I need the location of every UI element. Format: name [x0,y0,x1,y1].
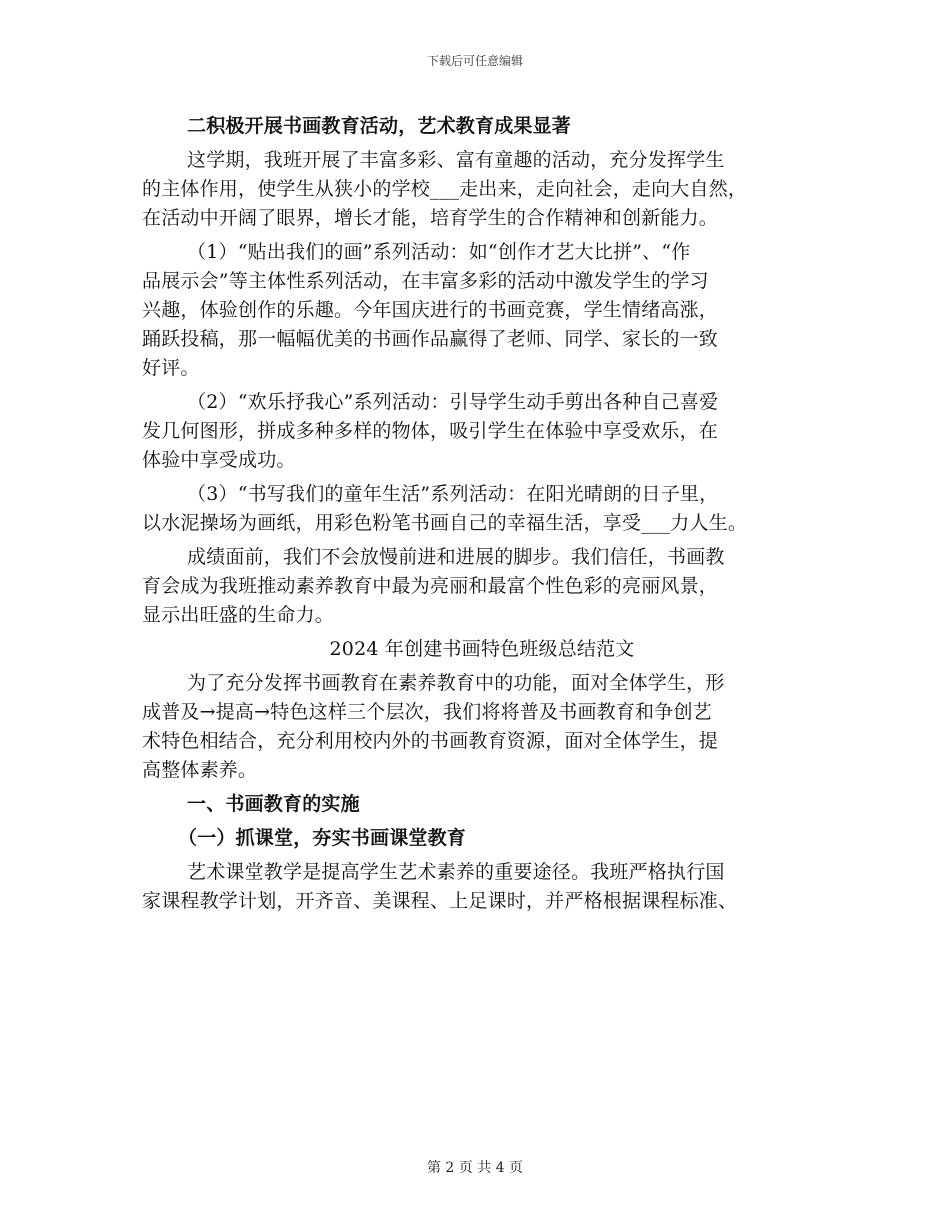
paragraph [142,146,822,233]
paragraph [142,858,822,916]
paragraph [142,388,822,475]
paragraph-line: （1）“贴出我们的画”系列活动：如“创作才艺大比拼”、“作 [187,241,691,263]
paragraph-line: 好评。 [142,357,200,379]
paragraph-line: 发几何图形，拼成多种多样的物体，吸引学生在体验中享受欢乐，在 [142,420,719,442]
document-title [142,635,822,664]
paragraph-line: 成绩面前，我们不会放慢前进和进展的脚步。我们信任，书画教 [187,546,725,568]
paragraph-line: 育会成为我班推动素养教育中最为亮丽和最富个性色彩的亮丽风景， [142,575,719,597]
paragraph-line: 家课程教学计划，开齐音、美课程、上足课时，并严格根据课程标准、 [142,890,738,912]
paragraph [142,543,822,630]
paragraph [142,480,822,538]
paragraph-line: 兴趣，体验创作的乐趣。今年国庆进行的书画竞赛，学生情绪高涨， [142,299,719,321]
paragraph [142,669,822,785]
section-heading [142,790,822,819]
paragraph-line: 品展示会”等主体性系列活动，在丰富多彩的活动中激发学生的学习 [142,270,709,292]
heading-line: （一）抓课堂，夯实书画课堂教育 [178,827,467,849]
paragraph-line: 这学期，我班开展了丰富多彩、富有童趣的活动，充分发挥学生 [187,149,725,171]
paragraph-line: 高整体素养。 [142,759,258,781]
heading-line: 二积极开展书画教育活动，艺术教育成果显著 [187,115,572,137]
paragraph-line: 踊跃投稿，那一幅幅优美的书画作品赢得了老师、同学、家长的一致 [142,328,719,350]
page-footer: 第 2 页 共 4 页 [426,1160,524,1176]
paragraph-line: （3）“书写我们的童年生活”系列活动：在阳光晴朗的日子里， [187,483,719,505]
document-body [142,112,822,921]
paragraph-line: 成普及→提高→特色这样三个层次，我们将将普及书画教育和争创艺 [142,701,712,723]
page-header: 下载后可任意编辑 [426,54,523,68]
paragraph-line: 在活动中开阔了眼界，增长才能，培育学生的合作精神和创新能力。 [142,207,719,229]
paragraph-line: 术特色相结合，充分利用校内外的书画教育资源，面对全体学生，提 [142,730,719,752]
paragraph-line: 显示出旺盛的生命力。 [142,604,335,626]
heading-line: 一、书画教育的实施 [187,793,360,815]
paragraph [142,238,822,383]
paragraph-line: 体验中享受成功。 [142,449,296,471]
paragraph-line: （2）“欢乐抒我心”系列活动：引导学生动手剪出各种自己喜爱 [187,391,719,413]
subsection-heading [142,824,822,853]
paragraph-line: 以水泥操场为画纸，用彩色粉笔书画自己的幸福生活，享受___力人生。 [142,512,748,534]
paragraph-line: 艺术课堂教学是提高学生艺术素养的重要途径。我班严格执行国 [187,861,725,883]
paragraph-line: 的主体作用，使学生从狭小的学校___走出来，走向社会，走向大自然， [142,178,748,200]
paragraph-line: 为了充分发挥书画教育在素养教育中的功能，面对全体学生，形 [187,672,725,694]
section-heading [142,112,822,141]
title-line: 2024 年创建书画特色班级总结范文 [329,638,635,660]
